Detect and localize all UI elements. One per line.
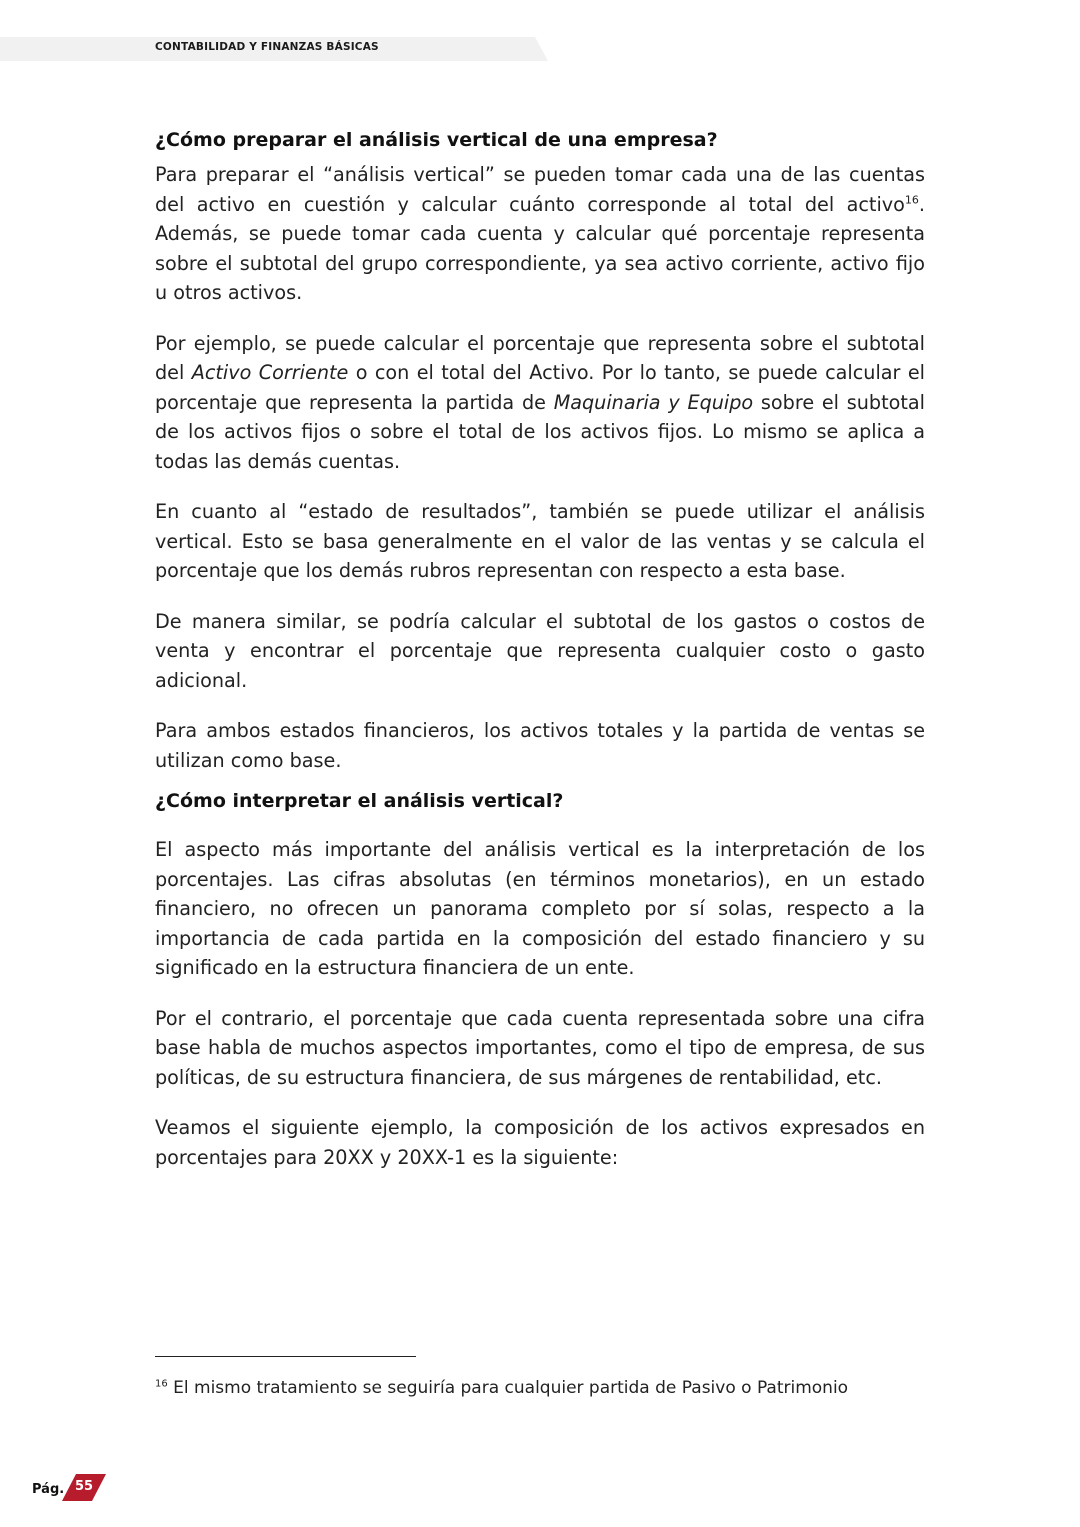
paragraph-8: Veamos el siguiente ejemplo, la composición de los activos expresados en porcentajes para 20XX y 20XX-1 es la siguiente: [155, 1116, 925, 1169]
paragraph-2-emphasis-maquinaria: Maquinaria y Equipo [553, 390, 754, 414]
footnote [155, 1378, 848, 1398]
paragraph-5: Para ambos estados financieros, los activos totales y la partida de ventas se utilizan como base. [155, 719, 925, 772]
paragraph-2-text-a: Por ejemplo, se puede calcular el porcentaje que representa sobre el subtotal del [155, 331, 925, 384]
footnote-number: 16 [155, 1378, 168, 1390]
page-body [155, 126, 925, 1193]
paragraph-4: De manera similar, se podría calcular el subtotal de los gastos o costos de venta y encontrar el porcentaje que representa cualquier costo o gasto adicional. [155, 609, 925, 692]
paragraph-7: Por el contrario, el porcentaje que cada cuenta representada sobre una cifra base habla de muchos aspectos importantes, como el tipo de empresa, de sus políticas, de su estructura financiera, de sus márgenes de rentabilidad, etc. [155, 1006, 925, 1089]
paragraph-1-text-b: . Además, se puede tomar cada cuenta y calcular qué porcentaje representa sobre el subtotal del grupo correspondiente, ya sea activo corriente, activo fijo u otros activos. [155, 192, 925, 304]
paragraph-2-text-c: sobre el subtotal de los activos fijos o sobre el total de los activos fijos. Lo mismo se aplica a todas las demás cuentas. [155, 390, 925, 473]
paragraph-2-text-b: o con el total del Activo. Por lo tanto, se puede calcular el porcentaje que representa la partida de [155, 361, 925, 414]
footnote-text: El mismo tratamiento se seguiría para cualquier partida de Pasivo o Patrimonio [167, 1378, 849, 1398]
paragraph-3: En cuanto al “estado de resultados”, también se puede utilizar el análisis vertical. Esto se basa generalmente en el valor de las ventas y se calcula el porcentaje que los demás rubros representan con respecto a esta base. [155, 500, 925, 582]
paragraph-1 [155, 160, 925, 308]
section-heading-interpretar: ¿Cómo interpretar el análisis vertical? [155, 790, 564, 812]
paragraph-6: El aspecto más importante del análisis vertical es la interpretación de los porcentajes. Las cifras absolutas (en términos monetarios), en un estado financiero, no ofrecen un panorama completo por sí solas, respecto a la importancia de cada partida en la composición del estado financiero y su significado en la estructura financiera de un ente. [155, 838, 925, 979]
footnote-divider [155, 1356, 416, 1357]
running-header-title: CONTABILIDAD Y FINANZAS BÁSICAS [155, 41, 379, 53]
paragraph-1-text-a: Para preparar el “análisis vertical” se pueden tomar cada una de las cuentas del activo en cuestión y calcular cuánto corresponde al total del activo [155, 163, 925, 216]
section-heading-preparar: ¿Cómo preparar el análisis vertical de una empresa? [155, 129, 718, 151]
paragraph-2-emphasis-activo-corriente: Activo Corriente [191, 361, 349, 384]
page-number: 55 [75, 1479, 94, 1494]
paragraph-2 [155, 329, 925, 477]
footnote-reference: 16 [904, 193, 919, 207]
page-label: Pág. [32, 1482, 65, 1497]
